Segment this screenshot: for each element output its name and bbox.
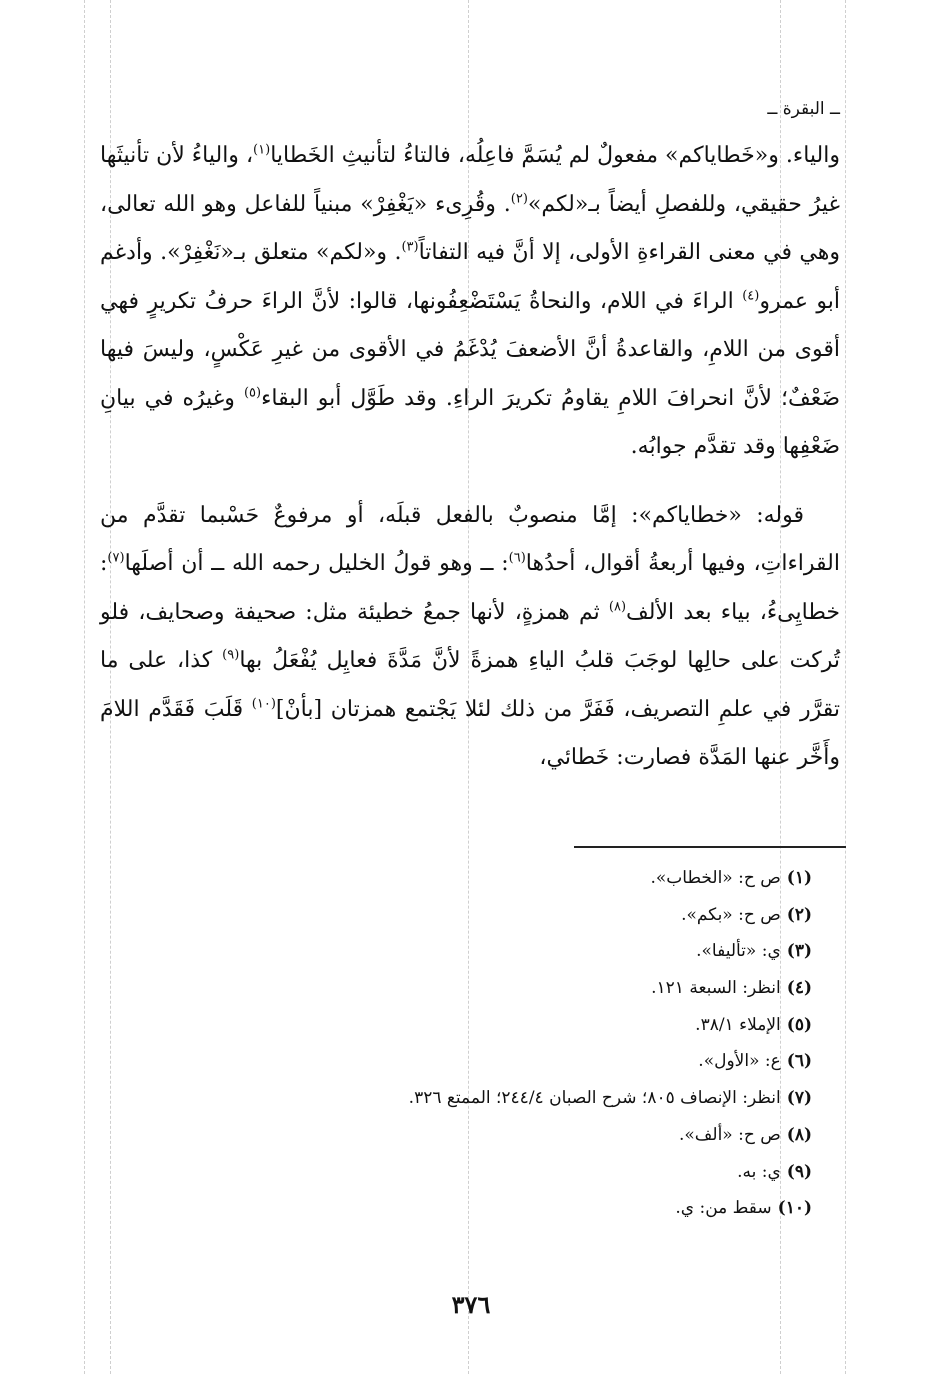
footnote-text: ص ح: «ألف».: [678, 1124, 781, 1145]
text-run: ثم همزةٍ، لأنها جمعُ خطيئة مثل: صحيفة وصحايف، فلو تُركت على حالِها لوجَبَ قلبُ الياءِ همزةً لأنَّ مَدَّةَ فعايِل يُفْعَلُ بها: [100, 599, 840, 673]
footnote-number: (١٠): [777, 1198, 812, 1219]
footnote-ref: (٨): [608, 599, 627, 615]
footnote-ref: (٣): [401, 239, 419, 255]
text-run: قوله: «خطاياكم»: إمَّا منصوبٌ بالفعل قبلَه، أو مرفوعٌ حَسْبما تقدَّم من القراءاتِ، وفيها أربعةُ أقوال، أحدُها: [100, 502, 840, 576]
text-run: : خطايِىءُ، بياء بعد الألف: [100, 551, 840, 625]
footnote-number: (٢): [786, 904, 812, 925]
footnote-text: الإملاء ٣٨/١.: [695, 1014, 781, 1035]
footnote-number: (٥): [786, 1014, 812, 1035]
margin-guide: [84, 0, 85, 1374]
footnote-item: [172, 1117, 812, 1154]
text-run: . وقُرِىء «يَغْفِرْ» مبنياً للفاعل وهو الله تعالى، وهي في معنى القراءةِ الأولى، إلا أنَّ فيه التفاتاً: [100, 191, 840, 265]
running-head: ــ البقرة ــ: [767, 99, 840, 119]
footnote-text: انظر: الإنصاف ٨٠٥؛ شرح الصبان ٢٤٤/٤؛ الممتع ٣٢٦.: [408, 1088, 781, 1109]
text-run: الراءَ في اللام، والنحاةُ يَسْتَضْعِفُونها، قالوا: لأنَّ الراءَ حرفُ تكريرٍ فهي أقوى من اللامِ، والقاعدةُ أنَّ الأضعفَ يُدْغَمُ في الأقوى من غيرِ عَكْسٍ، وليسَ فيها ضَعْفٌ؛ لأنَّ انحرافَ اللامِ يقاومُ تكريرَ الراءِ. وقد طَوَّل أبو البقاء: [100, 288, 841, 411]
footnote-text: ص ح: «بكم».: [681, 904, 781, 925]
footnote-separator: [574, 846, 846, 848]
footnote-item: [172, 1190, 812, 1227]
paragraph-2: [100, 492, 840, 783]
footnote-text: ي: به.: [737, 1161, 781, 1182]
footnote-text: ي: «تأليفا».: [696, 941, 781, 962]
footnote-ref: (٩): [222, 647, 240, 663]
text-run: قَلَبَ فَقَدَّم اللامَ وأَخَّر عنها المَدَّة فصارت: خَطائي،: [100, 696, 840, 770]
footnote-number: (١): [786, 868, 812, 888]
footnote-ref: (٤): [742, 288, 760, 304]
footnote-ref: (٧): [107, 550, 125, 566]
footnote-text: ع: «الأول».: [698, 1051, 781, 1072]
footnote-text: سقط من: ي.: [675, 1198, 772, 1219]
footnote-item: [172, 897, 812, 934]
footnote-number: (٩): [786, 1161, 812, 1182]
footnote-item: [172, 1043, 812, 1080]
footnote-item: [172, 970, 812, 1007]
footnote-ref: (١): [253, 142, 271, 158]
text-run: كذا، على ما تقرَّر في علمِ التصريف، فَفَرَّ من ذلك لئلا يَجْتمع همزتان [بأنْ]: [100, 648, 841, 722]
text-run: : ــ وهو قولُ الخليل رحمه الله ــ أن أصلَها: [124, 551, 509, 576]
text-run: والياء. و«خَطاياكم» مفعولٌ لم يُسَمَّ فاعِلُه، فالتاءُ لتأنيثِ الخَطايا: [270, 143, 840, 168]
margin-guide: [845, 0, 846, 1374]
paragraph-1: [100, 132, 840, 472]
text-run: ، والياءُ لأن تأنيثَها غيرُ حقيقي، وللفصلِ أيضاً بـ«لكم»: [100, 143, 840, 217]
footnote-ref: (٥): [243, 385, 262, 401]
text-run: وغيرُه في بيانِ ضَعْفِها وقد تقدَّم جوابُه.: [100, 385, 840, 459]
footnote-item: [172, 933, 812, 970]
page-number: ٣٧٦: [451, 1290, 491, 1319]
footnote-number: (٨): [786, 1124, 812, 1145]
footnotes-list: [172, 860, 812, 1227]
footnote-ref: (٢): [510, 191, 528, 207]
text-run: . و«لكم» متعلق بـ«نَغْفِرْ». وأدغم أبو عمرو: [100, 240, 841, 314]
footnote-number: (٧): [786, 1088, 812, 1109]
footnote-number: (٣): [786, 941, 812, 962]
footnote-text: ص ح: «الخطاب».: [650, 868, 781, 888]
page-body: [100, 96, 840, 783]
footnote-item: [172, 860, 812, 897]
footnote-number: (٦): [786, 1051, 812, 1072]
footnote-item: [172, 1154, 812, 1191]
footnote-number: (٤): [786, 978, 812, 999]
footnote-item: [172, 1007, 812, 1044]
footnote-item: [172, 1080, 812, 1117]
footnote-ref: (١٠): [251, 696, 276, 712]
footnote-ref: (٦): [508, 550, 526, 566]
footnote-text: انظر: السبعة ١٢١.: [651, 978, 781, 999]
